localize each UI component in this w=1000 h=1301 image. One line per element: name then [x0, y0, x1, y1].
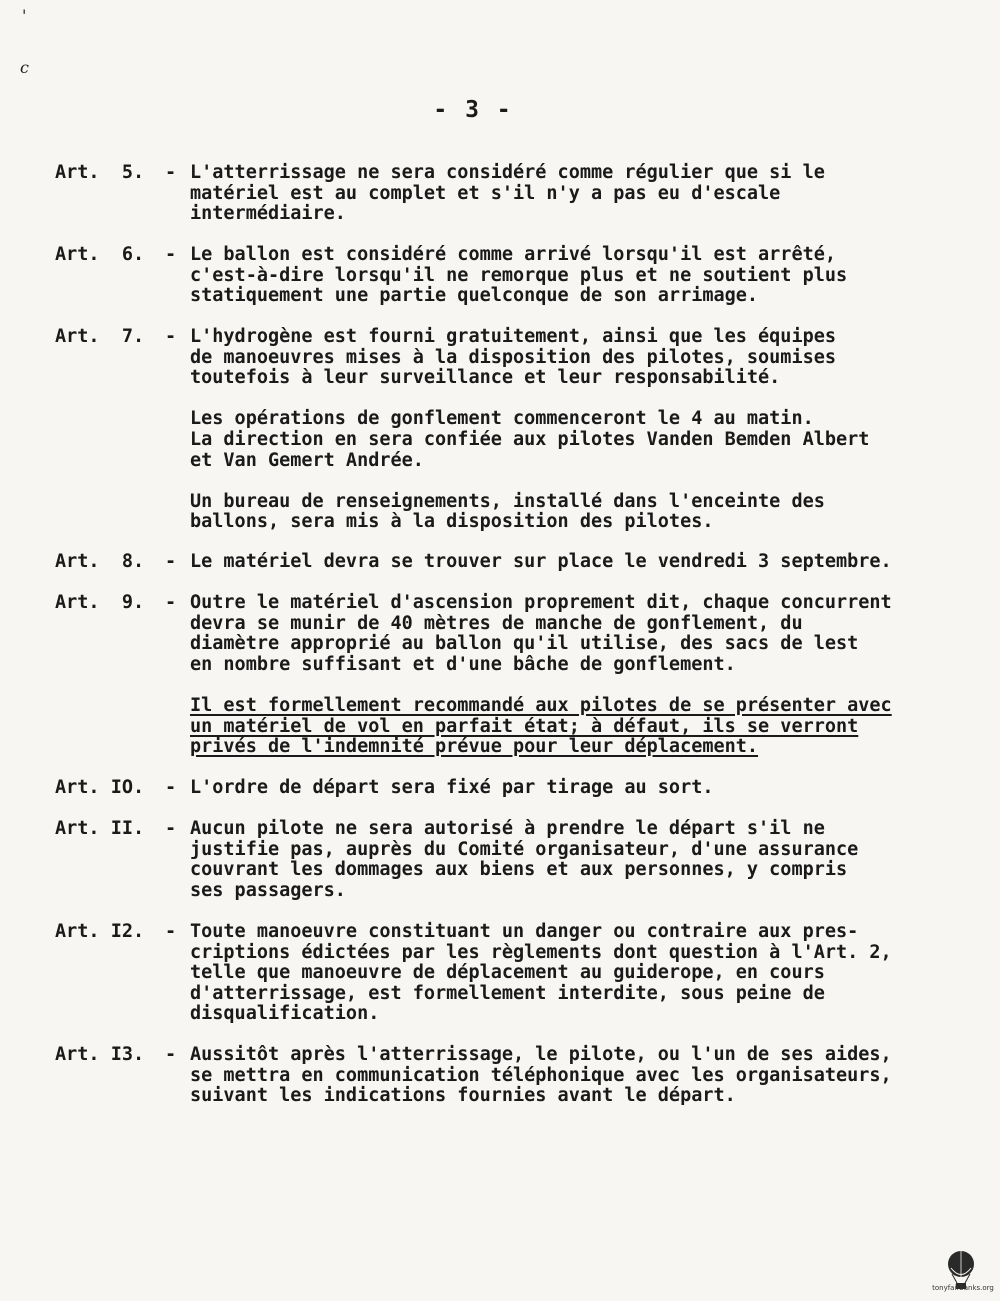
article-label: Art. IO.	[55, 777, 145, 798]
paragraph	[190, 163, 980, 225]
text-line: disqualification.	[190, 1003, 380, 1025]
text-line: privés de l'indemnité prévue pour leur déplacement.	[190, 736, 759, 758]
article-body	[165, 1044, 980, 1107]
text-line: se mettra en communication téléphonique avec les organisateurs,	[190, 1064, 892, 1086]
text-line: de manoeuvres mises à la disposition des pilotes, soumises	[190, 346, 837, 368]
text-line: telle que manoeuvre de déplacement au guiderope, en cours	[190, 962, 825, 984]
text-line: ses passagers.	[190, 879, 346, 901]
article-label: Art. 6.	[55, 244, 145, 265]
text-line: diamètre approprié au ballon qu'il utilise, des sacs de lest	[190, 633, 859, 655]
text-line: Outre le matériel d'ascension proprement dit, chaque concurrent	[190, 592, 892, 613]
text-line: Aucun pilote ne sera autorisé à prendre le départ s'il ne	[190, 818, 825, 839]
text-line: L'hydrogène est fourni gratuitement, ainsi que les équipes	[190, 326, 837, 347]
text-line: en nombre suffisant et d'une bâche de gonflement.	[190, 653, 736, 675]
article-body	[165, 921, 980, 1025]
article-body	[165, 162, 980, 225]
margin-mark: c	[20, 58, 29, 77]
logo-text: tonyfairbanks.org	[932, 1284, 994, 1292]
text-line: L'atterrissage ne sera considéré comme régulier que si le	[190, 162, 825, 183]
article-body	[165, 777, 980, 799]
article-dash: -	[165, 777, 177, 798]
paragraph	[190, 593, 980, 675]
text-line: ballons, sera mis à la disposition des pilotes.	[190, 511, 714, 533]
text-line: L'ordre de départ sera fixé par tirage au sort.	[190, 777, 714, 798]
text-line: intermédiaire.	[190, 203, 346, 225]
text-line: couvrant les dommages aux biens et aux personnes, y compris	[190, 859, 848, 881]
text-line: c'est-à-dire lorsqu'il ne remorque plus et ne soutient plus	[190, 264, 848, 286]
article-dash: -	[165, 551, 177, 572]
article-body	[165, 551, 980, 573]
paragraph	[190, 778, 980, 799]
text-line: devra se munir de 40 mètres de manche de gonflement, du	[190, 612, 803, 634]
text-line: Le matériel devra se trouver sur place le vendredi 3 septembre.	[190, 551, 892, 572]
article-body	[165, 592, 980, 758]
text-line: Il est formellement recommandé aux pilotes de se présenter avec	[190, 694, 892, 716]
text-line: matériel est au complet et s'il n'y a pas eu d'escale	[190, 182, 781, 204]
text-line: Les opérations de gonflement commenceront le 4 au matin.	[190, 408, 814, 430]
text-line: Le ballon est considéré comme arrivé lorsqu'il est arrêté,	[190, 244, 837, 265]
article-dash: -	[165, 326, 177, 347]
text-line: d'atterrissage, est formellement interdite, sous peine de	[190, 982, 825, 1004]
text-line: et Van Gemert Andrée.	[190, 449, 424, 471]
article-body	[165, 818, 980, 901]
text-line: Aussitôt après l'atterrissage, le pilote, ou l'un de ses aides,	[190, 1044, 892, 1065]
article-label: Art. II.	[55, 818, 145, 839]
text-line: criptions édictées par les règlements dont question à l'Art. 2,	[190, 941, 892, 963]
paragraph	[190, 409, 980, 471]
article-label: Art. I3.	[55, 1044, 145, 1065]
margin-mark: '	[22, 6, 27, 25]
text-line: Un bureau de renseignements, installé dans l'enceinte des	[190, 490, 825, 512]
underlined-paragraph	[190, 696, 980, 758]
article-dash: -	[165, 921, 177, 942]
paragraph	[190, 492, 980, 533]
paragraph	[190, 922, 980, 1025]
article-label: Art. 7.	[55, 326, 145, 347]
text-line: Toute manoeuvre constituant un danger ou contraire aux pres-	[190, 921, 859, 942]
paragraph	[190, 245, 980, 307]
article-dash: -	[165, 244, 177, 265]
text-line: toutefois à leur surveillance et leur responsabilité.	[190, 367, 781, 389]
page-number: - 3 -	[433, 97, 513, 123]
article-label: Art. 8.	[55, 551, 145, 572]
article-label: Art. I2.	[55, 921, 145, 942]
paragraph	[190, 819, 980, 901]
article-dash: -	[165, 1044, 177, 1065]
text-line: suivant les indications fournies avant le départ.	[190, 1085, 736, 1107]
text-line: statiquement une partie quelconque de son arrimage.	[190, 285, 759, 307]
article-dash: -	[165, 818, 177, 839]
text-line: justifie pas, auprès du Comité organisateur, d'une assurance	[190, 838, 859, 860]
article-label: Art. 5.	[55, 162, 145, 183]
text-line: un matériel de vol en parfait état; à défaut, ils se verront	[190, 715, 859, 737]
paragraph	[190, 327, 980, 389]
article-dash: -	[165, 592, 177, 613]
text-line: La direction en sera confiée aux pilotes Vanden Bemden Albert	[190, 428, 870, 450]
article-label: Art. 9.	[55, 592, 145, 613]
paragraph	[190, 1045, 980, 1107]
article-body	[165, 244, 980, 307]
paragraph	[190, 552, 980, 573]
article-dash: -	[165, 162, 177, 183]
article-body	[165, 326, 980, 533]
